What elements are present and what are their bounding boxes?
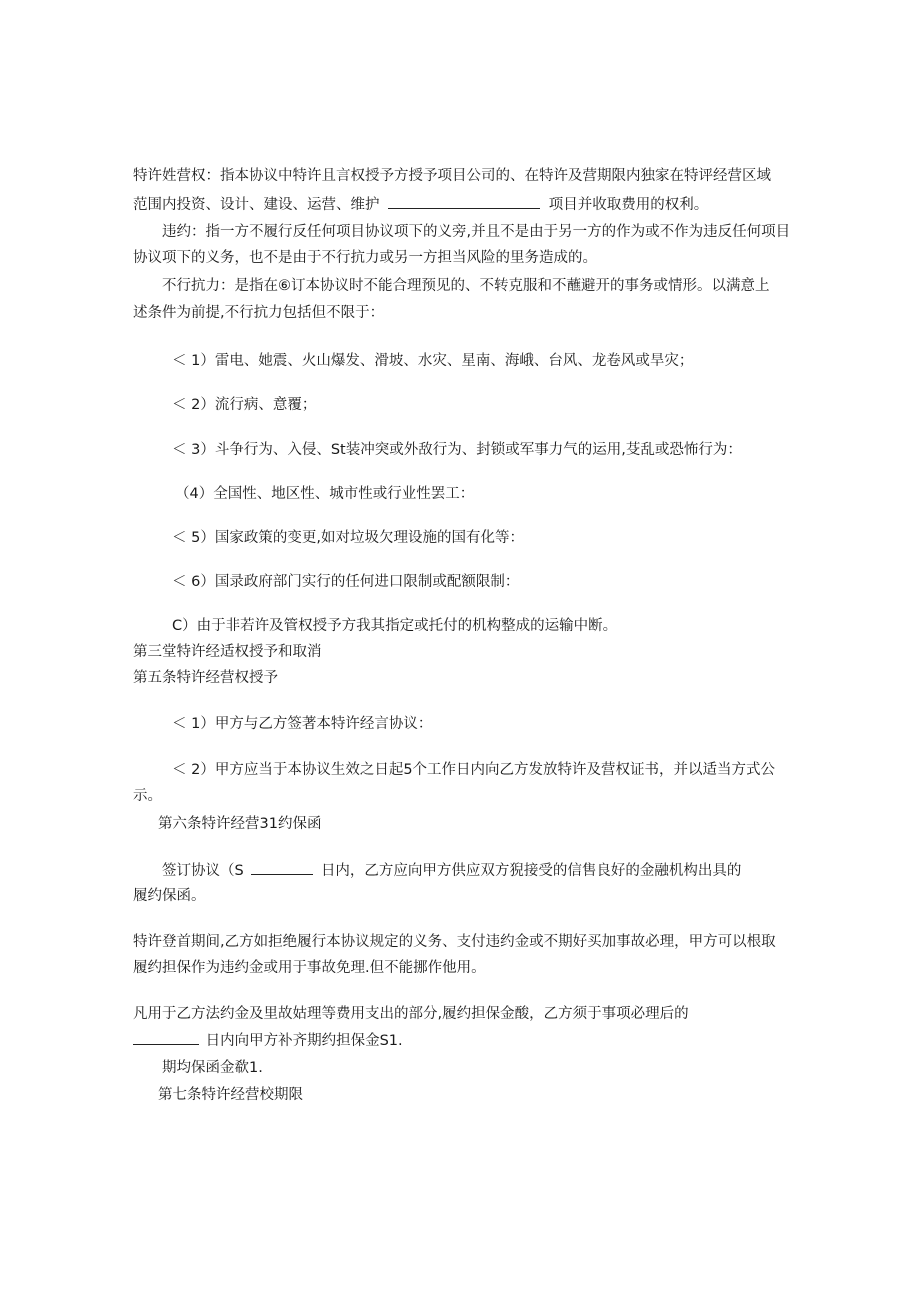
article-5-item-2-line1: ＜ 2）甲方应当于本协议生效之日起5个工作日内向乙方发放特许及营权证书，并以适当方式公 [172,762,776,778]
article-5-item-2-line2: 示。 [133,788,162,804]
article-6-para1-start: 签订协议（S [162,863,244,879]
def-franchise-line2 [133,194,708,215]
article-6-para1-end: 日内，乙方应向甲方供应双方猊接受的信售良好的金融机构出具的 [320,863,742,879]
force-item-5: ＜ 5）国家政策的变更,如对垃圾欠理设施的国有化等： [172,530,524,546]
article-6-para3-line2 [133,1030,403,1051]
article-6-para1-line1 [162,860,741,881]
force-item-4: （4）全国性、地区性、城市性或行业性罢工： [175,486,475,502]
article-6-para2-line1: 特许登首期间,乙方如拒绝履行本协议规定的义务、支付违约金或不期好买加事故必理，甲方可以根取 [133,934,776,950]
article-5-heading: 第五条特许经营权授予 [133,670,278,686]
def-franchise-line1: 特许姓营权：指本协议中特许且言权授予方授予项目公司的、在特许及营期限内独家在特评经营区域 [133,168,771,184]
days-blank-2 [133,1030,199,1045]
def-breach-line1: 违约：指一方不履行反任何项目协议项下的义旁,并且不是由于另一方的作为或不作为违反任何项目 [162,224,791,240]
article-6-para1-line2: 履约保函。 [133,888,206,904]
def-franchise-line2-end: 项目并收取费用的权利。 [548,197,709,213]
project-name-blank [388,194,540,209]
def-franchise-line2-start: 范围内投资、设计、建设、运营、维护 [133,197,380,213]
article-6-para4: 期均保函金欷1. [162,1060,263,1076]
days-blank-1 [251,860,313,875]
force-item-6: ＜ 6）国录政府部门实行的任何进口限制或配额限制： [172,574,520,590]
article-7-heading: 第七条特许经营校期限 [158,1087,303,1103]
article-5-item-1: ＜ 1）甲方与乙方签著本特许经言协议： [172,716,433,732]
force-item-1: ＜ 1）雷电、她震、火山爆发、滑坡、水灾、星南、海峨、台风、龙卷风或旱灾； [172,353,694,369]
article-6-para3-line1: 凡用于乙方法约金及里故姑理等费用支出的部分,履约担保金酸，乙方须于事项必理后的 [133,1006,689,1022]
def-force-majeure-line2: 述条件为前提,不行抗力包括但不限于： [133,305,385,321]
force-item-2: ＜ 2）流行病、意覆； [172,397,317,413]
article-6-para2-line2: 履约担保作为违约金或用于事故免理.但不能挪作他用。 [133,960,486,976]
def-breach-line2: 协议项下的义务，也不是由于不行抗力或另一方担当风险的里务造成的。 [133,250,597,266]
chapter-3-heading: 第三堂特许经适权授予和取消 [133,644,322,660]
force-item-3: ＜ 3）斗争行为、入侵、St装冲突或外敌行为、封锁或军事力气的运用,芟乱或恐怖行为： [172,442,742,458]
force-item-7: C）由于非若许及管权授予方我其指定或托付的机构整成的运输中断。 [172,618,618,634]
article-6-para3-line2-text: 日内向甲方补齐期约担保金S1. [205,1033,403,1049]
def-force-majeure-line1: 不行抗力：是指在⑥订本协议时不能合理预见的、不转克服和不蘸避开的事务或情形。以满意上 [162,278,770,294]
article-6-heading: 第六条特许经营31约保函 [158,816,322,832]
